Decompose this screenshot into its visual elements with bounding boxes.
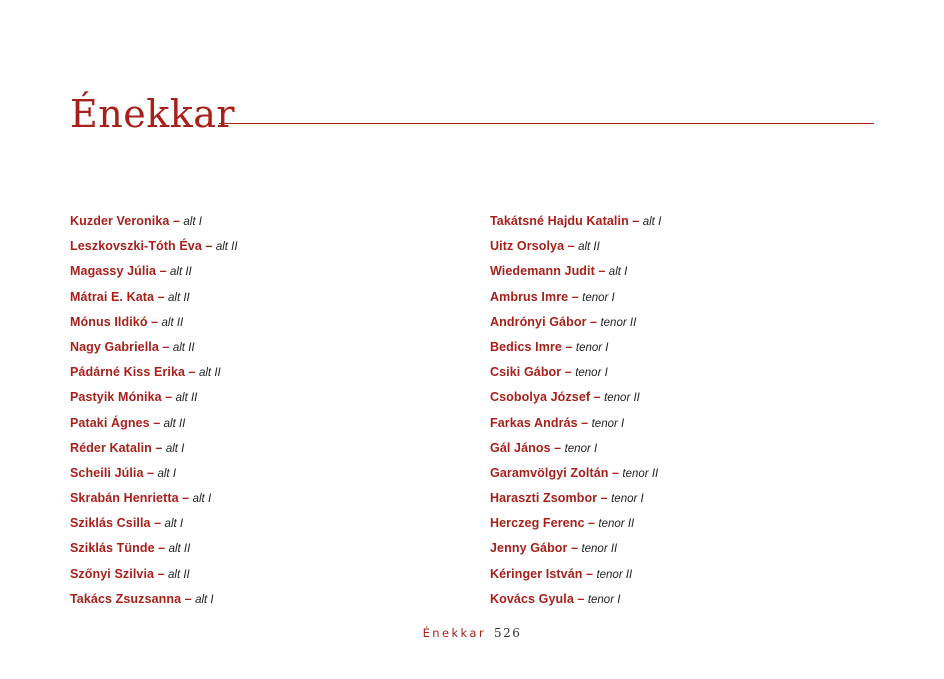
left-member-column xyxy=(70,209,470,612)
dash-separator: – xyxy=(590,314,597,329)
member-row xyxy=(490,436,910,461)
member-row xyxy=(70,285,470,310)
voice-part: alt II xyxy=(215,241,238,254)
member-row xyxy=(70,335,470,360)
voice-part: alt II xyxy=(172,341,195,354)
dash-separator: – xyxy=(172,214,180,228)
member-row xyxy=(70,461,470,486)
dash-separator: – xyxy=(586,566,593,581)
dash-separator: – xyxy=(567,239,575,254)
voice-part: tenor I xyxy=(587,593,621,606)
dash-separator: – xyxy=(205,239,213,254)
member-row xyxy=(70,536,470,561)
member-name: Mátrai E. Kata xyxy=(70,289,155,304)
member-name: Farkas András xyxy=(490,415,578,430)
dash-separator: – xyxy=(611,465,619,480)
dash-separator: – xyxy=(571,289,579,304)
voice-part: alt I xyxy=(192,493,212,506)
member-row xyxy=(70,209,470,234)
voice-part: tenor II xyxy=(622,467,659,480)
voice-part: alt I xyxy=(642,216,662,228)
member-row xyxy=(70,587,470,612)
member-name: Csiki Gábor xyxy=(490,365,562,380)
voice-part: tenor I xyxy=(611,493,644,506)
member-name: Herczeg Ferenc xyxy=(490,516,585,531)
voice-part: tenor II xyxy=(598,518,635,531)
dash-separator: – xyxy=(188,365,196,380)
member-name: Leszkovszki-Tóth Éva xyxy=(70,239,202,254)
member-name: Skrabán Henrietta xyxy=(70,491,179,506)
member-name: Jenny Gábor xyxy=(490,541,568,556)
voice-part: alt II xyxy=(578,241,600,254)
dash-separator: – xyxy=(153,415,161,430)
dash-separator: – xyxy=(182,491,190,506)
voice-part: tenor I xyxy=(575,341,609,354)
member-row xyxy=(70,411,470,436)
dash-separator: – xyxy=(159,264,167,279)
voice-part: alt II xyxy=(168,291,190,304)
member-row xyxy=(490,385,910,410)
member-row xyxy=(70,511,470,536)
dash-separator: – xyxy=(598,264,606,279)
member-row xyxy=(490,310,910,335)
member-row xyxy=(490,234,910,259)
dash-separator: – xyxy=(184,591,192,606)
voice-part: tenor I xyxy=(575,367,608,380)
dash-separator: – xyxy=(154,516,162,531)
right-member-column xyxy=(490,209,910,612)
footer-section-label: Énekkar xyxy=(422,626,486,640)
member-name: Magassy Júlia xyxy=(70,264,157,279)
member-name: Bedics Imre xyxy=(490,339,562,354)
dash-separator: – xyxy=(157,566,165,581)
section-heading xyxy=(70,89,235,139)
member-row xyxy=(490,461,910,486)
member-row xyxy=(490,486,910,511)
member-row xyxy=(490,360,910,385)
dash-separator: – xyxy=(593,390,601,405)
dash-separator: – xyxy=(581,415,589,430)
member-row xyxy=(70,562,470,587)
member-row xyxy=(70,360,470,385)
member-name: Pastyik Mónika xyxy=(70,390,162,405)
voice-part: alt II xyxy=(161,316,184,329)
member-name: Kuzder Veronika xyxy=(70,214,170,228)
voice-part: alt I xyxy=(195,593,214,606)
voice-part: alt II xyxy=(168,543,191,556)
dash-separator: – xyxy=(587,516,595,531)
voice-part: alt I xyxy=(164,518,184,531)
voice-part: alt II xyxy=(170,266,192,279)
dash-separator: – xyxy=(165,390,173,405)
member-row xyxy=(70,436,470,461)
member-row xyxy=(70,385,470,410)
member-name: Gál János xyxy=(490,440,551,455)
member-row xyxy=(490,209,910,234)
member-name: Csobolya József xyxy=(490,390,591,405)
voice-part: tenor II xyxy=(596,568,633,581)
dash-separator: – xyxy=(147,465,154,480)
member-name: Kovács Gyula xyxy=(490,591,574,606)
member-name: Takács Zsuzsanna xyxy=(70,591,182,606)
voice-part: tenor I xyxy=(582,291,615,304)
dash-separator: – xyxy=(571,541,578,556)
member-row xyxy=(490,587,910,612)
voice-part: tenor II xyxy=(604,392,640,405)
dash-separator: – xyxy=(632,214,640,228)
voice-part: alt II xyxy=(168,568,190,581)
member-name: Nagy Gabriella xyxy=(70,339,159,354)
member-name: Réder Katalin xyxy=(70,440,152,455)
voice-part: alt II xyxy=(163,417,186,430)
voice-part: alt II xyxy=(198,367,221,380)
member-row xyxy=(490,511,910,536)
member-name: Pádárné Kiss Erika xyxy=(70,365,186,380)
member-name: Andrónyi Gábor xyxy=(490,314,587,329)
member-name: Wiedemann Judit xyxy=(490,264,595,279)
member-row xyxy=(490,411,910,436)
dash-separator: – xyxy=(155,440,163,455)
member-name: Scheili Júlia xyxy=(70,465,144,480)
page-title: Énekkar xyxy=(70,92,236,136)
dash-separator: – xyxy=(157,289,165,304)
voice-part: tenor I xyxy=(564,442,598,455)
member-name: Sziklás Csilla xyxy=(70,516,151,531)
dash-separator: – xyxy=(577,591,585,606)
member-name: Sziklás Tünde xyxy=(70,541,155,556)
member-row xyxy=(490,259,910,284)
dash-separator: – xyxy=(564,365,572,380)
voice-part: tenor I xyxy=(591,417,625,430)
member-name: Szőnyi Szilvia xyxy=(70,566,155,581)
member-name: Pataki Ágnes xyxy=(70,415,150,430)
dash-separator: – xyxy=(600,491,608,506)
member-row xyxy=(70,486,470,511)
dash-separator: – xyxy=(151,314,159,329)
member-name: Kéringer István xyxy=(490,566,583,581)
member-name: Takátsné Hajdu Katalin xyxy=(490,214,629,228)
member-row xyxy=(70,234,470,259)
member-name: Uitz Orsolya xyxy=(490,239,565,254)
member-row xyxy=(70,310,470,335)
member-name: Mónus Ildikó xyxy=(70,314,148,329)
voice-part: alt I xyxy=(608,266,628,279)
voice-part: alt I xyxy=(165,442,185,455)
page-number: 526 xyxy=(493,626,522,640)
member-row xyxy=(490,335,910,360)
member-row xyxy=(490,536,910,561)
member-name: Garamvölgyi Zoltán xyxy=(490,465,609,480)
member-row xyxy=(70,259,470,284)
heading-rule xyxy=(219,123,874,124)
dash-separator: – xyxy=(158,541,166,556)
member-name: Ambrus Imre xyxy=(490,289,569,304)
voice-part: alt I xyxy=(183,216,202,228)
page-footer xyxy=(0,626,944,640)
dash-separator: – xyxy=(162,339,170,354)
member-row xyxy=(490,285,910,310)
voice-part: tenor II xyxy=(581,543,618,556)
member-name: Haraszti Zsombor xyxy=(490,491,598,506)
voice-part: tenor II xyxy=(600,316,637,329)
member-row xyxy=(490,562,910,587)
dash-separator: – xyxy=(554,440,562,455)
voice-part: alt I xyxy=(157,467,177,480)
voice-part: alt II xyxy=(175,392,198,405)
dash-separator: – xyxy=(565,339,573,354)
